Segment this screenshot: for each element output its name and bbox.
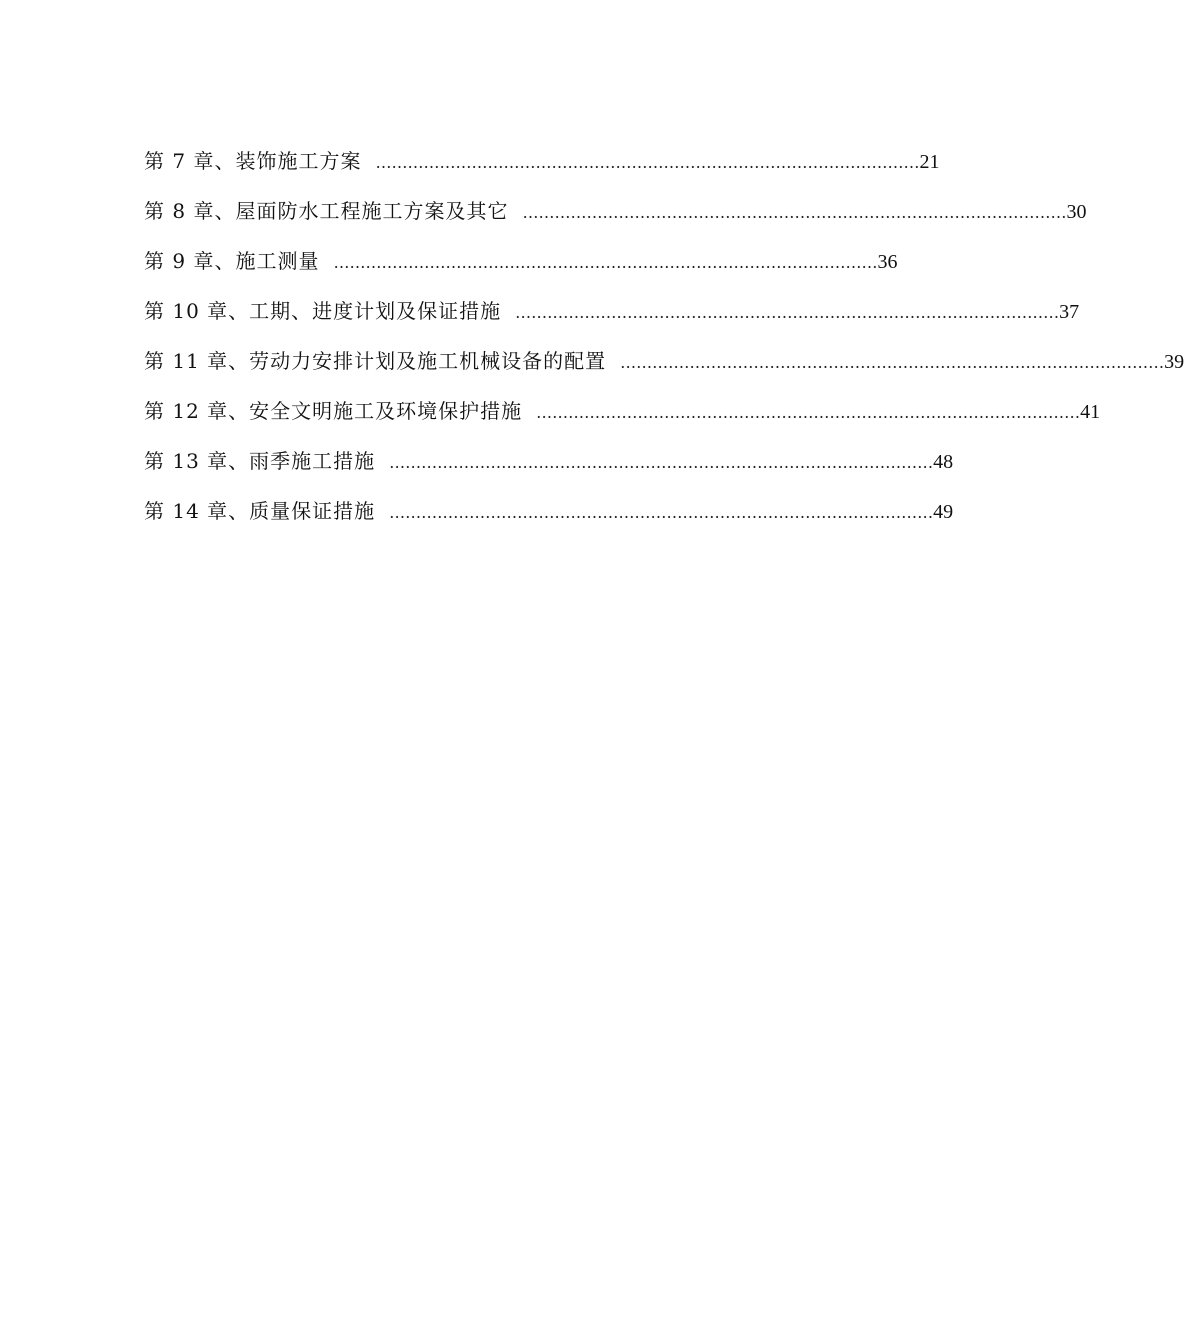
toc-entry-title: 第 14 章、质量保证措施 [144,499,376,523]
toc-entry-page: 41 [1080,401,1101,423]
toc-entry [144,344,1184,394]
toc-dot-leader: ………………………………………………………………………………………… [389,453,934,472]
toc-entry-title: 第 13 章、雨季施工措施 [144,449,376,473]
toc-entry-page: 21 [919,151,940,173]
toc-entry [144,194,1087,244]
toc-dot-leader: ………………………………………………………………………………………… [536,403,1081,422]
toc-entry-page: 30 [1066,201,1087,223]
toc-dot-leader: ………………………………………………………………………………………… [620,353,1165,372]
toc-entry-page: 39 [1164,351,1184,373]
toc-entry-title: 第 12 章、安全文明施工及环境保护措施 [144,399,523,423]
toc-dot-leader: ………………………………………………………………………………………… [522,203,1067,222]
toc-entry-page: 48 [933,451,954,473]
toc-dot-leader: ………………………………………………………………………………………… [375,153,920,172]
toc-entry-title: 第 11 章、劳动力安排计划及施工机械设备的配置 [144,349,607,373]
toc-entry-title: 第 8 章、屋面防水工程施工方案及其它 [144,199,509,223]
toc-dot-leader: ………………………………………………………………………………………… [333,253,878,272]
toc-dot-leader: ………………………………………………………………………………………… [515,303,1060,322]
toc-entry-title: 第 9 章、施工测量 [144,249,320,273]
toc-entry-page: 37 [1059,301,1080,323]
toc-entry [144,294,1080,344]
toc-entry [144,144,940,194]
toc-entry [144,244,898,294]
toc-dot-leader: ………………………………………………………………………………………… [389,503,934,522]
toc-entry-page: 49 [933,501,954,523]
toc-entry-page: 36 [877,251,898,273]
table-of-contents [144,144,1184,544]
toc-entry-title: 第 7 章、装饰施工方案 [144,149,362,173]
toc-entry-title: 第 10 章、工期、进度计划及保证措施 [144,299,502,323]
toc-entry [144,394,1101,444]
toc-entry [144,494,954,544]
toc-entry [144,444,954,494]
